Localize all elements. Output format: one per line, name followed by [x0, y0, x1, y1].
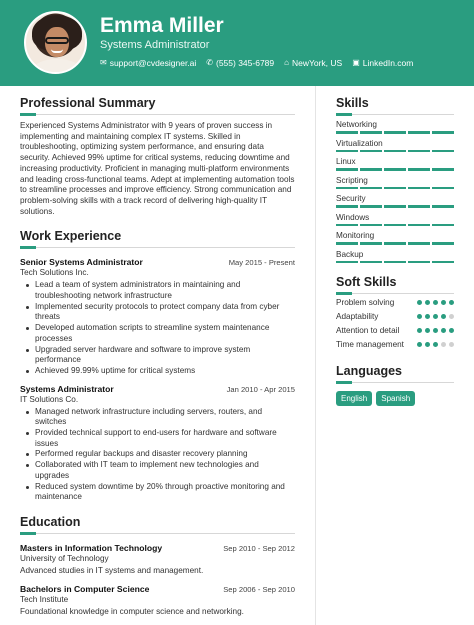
bullet-item: Provided technical support to end-users for hardware and software issues	[20, 428, 295, 449]
rating-dot	[433, 314, 438, 319]
skill-label: Backup	[336, 249, 364, 259]
rating-dot	[417, 314, 422, 319]
education-entry	[20, 543, 295, 575]
skill-item	[336, 176, 454, 190]
bullet-item: Implemented security protocols to protect company data from cyber threats	[20, 302, 295, 323]
rating-dots	[417, 314, 454, 319]
job-bullets	[20, 407, 295, 503]
bullet-item: Achieved 99.99% uptime for critical systems	[20, 366, 295, 377]
phone-icon: ✆	[206, 58, 213, 67]
email-text: support@cvdesigner.ai	[109, 58, 197, 68]
header-banner	[0, 0, 474, 86]
skill-item	[336, 250, 454, 264]
skill-label: Security	[336, 194, 366, 203]
skill-level-bar	[336, 131, 454, 134]
rating-dots	[417, 328, 454, 333]
skills-list	[336, 120, 454, 263]
experience-heading: Work Experience	[20, 229, 122, 244]
job-title: Systems Administrator	[20, 383, 114, 394]
section-underline	[20, 114, 295, 115]
rating-dot	[433, 342, 438, 347]
languages-heading: Languages	[336, 364, 402, 378]
rating-dots	[417, 342, 454, 347]
summary-text: Experienced Systems Administrator with 9 years of proven success in implementing and maintaining complex IT systems. Skilled in troubleshooting, optimizing system performance, and ensuring data security. Achieved 99% uptime for critical systems, reducing downtime and increasing productivity. Proficient in managing multi-platform environments and leading cross-functional teams. Adept at implementing automation tools to streamline processes and improve efficiency. Strong communication and problem-solving skills with a track record of delivering high-quality IT solutions.	[20, 121, 295, 216]
rating-dot	[433, 300, 438, 305]
rating-dot	[449, 314, 454, 319]
soft-skill-item	[336, 312, 454, 322]
bullet-item: Managed network infrastructure including servers, routers, and switches	[20, 407, 295, 428]
rating-dot	[425, 342, 430, 347]
education-note: Foundational knowledge in computer science and networking.	[20, 606, 244, 616]
soft-skill-label: Problem solving	[336, 298, 395, 307]
rating-dot	[441, 328, 446, 333]
rating-dot	[441, 300, 446, 305]
skill-item	[336, 139, 454, 153]
phone-contact[interactable]	[206, 58, 274, 68]
job-bullets	[20, 280, 295, 376]
soft-skill-label: Adaptability	[336, 312, 379, 321]
rating-dot	[425, 328, 430, 333]
skills-heading: Skills	[336, 96, 369, 110]
company-name: IT Solutions Co.	[20, 394, 79, 404]
soft-skill-item	[336, 298, 454, 308]
job-entry	[20, 384, 295, 503]
skill-level-bar	[336, 150, 454, 153]
phone-text: (555) 345-6789	[216, 58, 275, 68]
soft-skills-list	[336, 298, 454, 350]
section-underline	[336, 114, 454, 115]
contact-bar	[100, 58, 413, 68]
education-heading: Education	[20, 514, 81, 529]
soft-skill-label: Attention to detail	[336, 326, 400, 335]
rating-dot	[417, 342, 422, 347]
skill-label: Linux	[336, 157, 356, 166]
job-dates: May 2015 - Present	[228, 258, 295, 268]
envelope-icon: ✉	[100, 58, 107, 67]
degree-title: Bachelors in Computer Science	[20, 583, 150, 594]
linkedin-contact[interactable]	[352, 58, 413, 68]
email-contact[interactable]	[100, 58, 196, 68]
soft-skill-label: Time management	[336, 340, 404, 349]
bullet-item: Reduced system downtime by 20% through proactive monitoring and maintenance	[20, 482, 295, 503]
location-contact	[284, 58, 342, 68]
linkedin-icon: ▣	[352, 58, 360, 67]
rating-dots	[417, 300, 454, 305]
language-tag: English	[336, 391, 372, 406]
skill-item	[336, 120, 454, 134]
summary-section	[20, 96, 295, 217]
education-dates: Sep 2010 - Sep 2012	[223, 543, 295, 553]
bullet-item: Lead a team of system administrators in maintaining and troubleshooting network infrastructure	[20, 280, 295, 301]
rating-dot	[449, 342, 454, 347]
skill-label: Monitoring	[336, 231, 375, 240]
languages-section	[336, 364, 454, 406]
soft-skills-heading: Soft Skills	[336, 275, 397, 289]
skill-level-bar	[336, 261, 454, 264]
degree-title: Masters in Information Technology	[20, 542, 163, 553]
job-entry	[20, 257, 295, 376]
skill-item	[336, 231, 454, 245]
section-underline	[20, 247, 295, 248]
skill-label: Scripting	[336, 175, 368, 185]
education-section	[20, 515, 295, 616]
soft-skill-item	[336, 326, 454, 336]
rating-dot	[449, 300, 454, 305]
rating-dot	[441, 342, 446, 347]
skill-item	[336, 157, 454, 171]
education-note: Advanced studies in IT systems and management.	[20, 565, 204, 575]
skill-label: Windows	[336, 212, 370, 222]
skill-level-bar	[336, 187, 454, 190]
candidate-title: Systems Administrator	[100, 39, 210, 51]
candidate-name: Emma Miller	[100, 14, 224, 37]
section-underline	[336, 382, 454, 383]
rating-dot	[441, 314, 446, 319]
soft-skills-section	[336, 275, 454, 350]
skill-level-bar	[336, 224, 454, 227]
language-tag: Spanish	[376, 391, 415, 406]
bullet-item: Developed automation scripts to streamline system maintenance processes	[20, 323, 295, 344]
job-dates: Jan 2010 - Apr 2015	[226, 384, 295, 394]
bullet-item: Upgraded server hardware and software to improve system performance	[20, 345, 295, 366]
rating-dot	[417, 328, 422, 333]
skill-level-bar	[336, 205, 454, 208]
skill-label: Virtualization	[336, 138, 383, 148]
column-divider	[315, 86, 316, 625]
education-dates: Sep 2006 - Sep 2010	[223, 584, 295, 594]
profile-photo	[24, 11, 87, 74]
rating-dot	[449, 328, 454, 333]
section-underline	[336, 293, 454, 294]
skill-label: Networking	[336, 120, 377, 129]
rating-dot	[425, 300, 430, 305]
job-title: Senior Systems Administrator	[20, 257, 143, 268]
experience-section	[20, 229, 295, 503]
linkedin-text: LinkedIn.com	[362, 58, 414, 68]
skill-level-bar	[336, 242, 454, 245]
section-underline	[20, 533, 295, 534]
education-entry	[20, 584, 295, 616]
skill-level-bar	[336, 168, 454, 171]
bullet-item: Collaborated with IT team to implement new technologies and upgrades	[20, 460, 295, 481]
sidebar-column	[336, 96, 454, 406]
main-column	[20, 96, 295, 616]
language-tags	[336, 391, 454, 406]
rating-dot	[433, 328, 438, 333]
school-name: Tech Institute	[20, 594, 69, 604]
bullet-item: Performed regular backups and disaster recovery planning	[20, 449, 295, 460]
rating-dot	[425, 314, 430, 319]
company-name: Tech Solutions Inc.	[20, 268, 89, 278]
skill-item	[336, 194, 454, 208]
skill-item	[336, 213, 454, 227]
summary-heading: Professional Summary	[20, 96, 156, 110]
location-text: NewYork, US	[291, 58, 343, 68]
soft-skill-item	[336, 340, 454, 350]
rating-dot	[417, 300, 422, 305]
location-icon: ⌂	[284, 58, 289, 67]
skills-section	[336, 96, 454, 263]
school-name: University of Technology	[20, 553, 109, 563]
